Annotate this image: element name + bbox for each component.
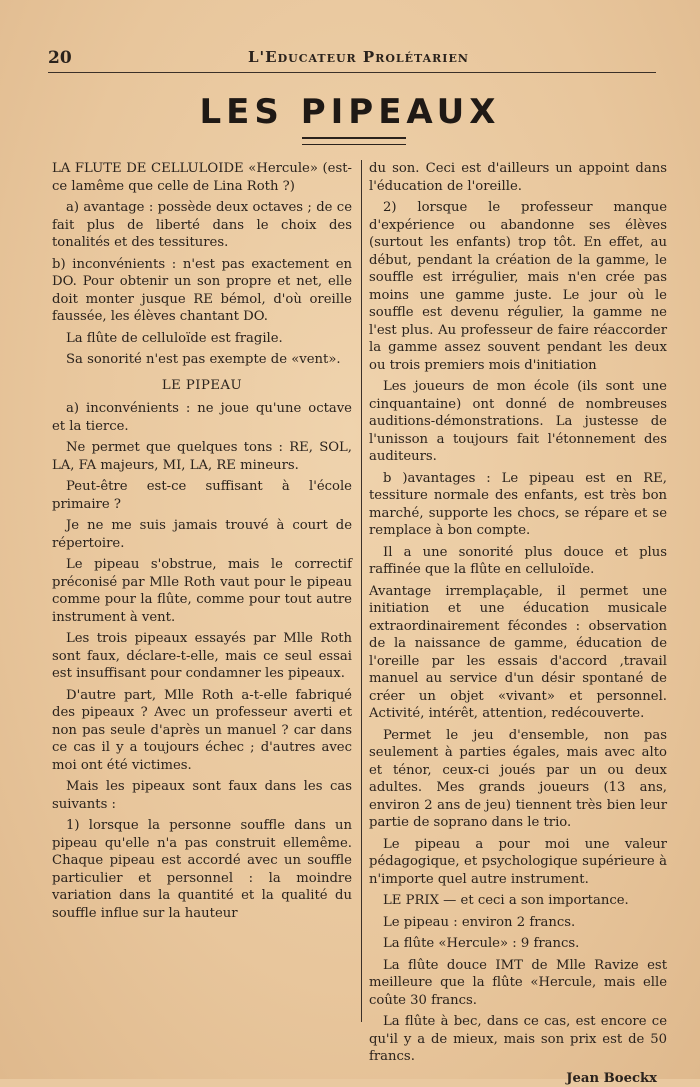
column-divider	[361, 160, 362, 1022]
paragraph: La flûte douce IMT de Mlle Ravize est meilleure que la flûte «Hercule, mais elle coûte 30 francs.	[369, 957, 667, 1010]
paragraph: Les trois pipeaux essayés par Mlle Roth sont faux, déclare-t-elle, mais ce seul essai est insuffisant pour condamner les pipeaux.	[52, 630, 352, 683]
paragraph: a) avantage : possède deux octaves ; de ce fait plus de liberté dans le choix des tonalités et des tessitures.	[52, 199, 352, 252]
author-signature: Jean Boeckx	[369, 1070, 667, 1087]
paragraph: LE PRIX — et ceci a son importance.	[369, 892, 667, 910]
paragraph: La flûte de celluloïde est fragile.	[52, 330, 352, 348]
paragraph: La flûte à bec, dans ce cas, est encore ce qu'il y a de mieux, mais son prix est de 50 francs.	[369, 1013, 667, 1066]
paragraph: 1) lorsque la personne souffle dans un pipeau qu'elle n'a pas construit ellemême. Chaque pipeau est accordé avec un souffle particulier et personnel : la moindre variation dans la quantité et la qualité du souffle influe sur la hauteur	[52, 817, 352, 922]
section-heading: LE PIPEAU	[52, 377, 352, 395]
paragraph: Sa sonorité n'est pas exempte de «vent».	[52, 351, 352, 369]
paragraph: Mais les pipeaux sont faux dans les cas suivants :	[52, 778, 352, 813]
right-column	[369, 160, 667, 1087]
paragraph: a) inconvénients : ne joue qu'une octave et la tierce.	[52, 400, 352, 435]
paragraph: Le pipeau s'obstrue, mais le correctif préconisé par Mlle Roth vaut pour le pipeau comme pour la flûte, comme pour tout autre instrument à vent.	[52, 556, 352, 626]
paragraph: Avantage irremplaçable, il permet une initiation et une éducation musicale extraordinairement fécondes : observation de la naissance de gamme, éducation de l'oreille par les essais d'accord ,travail manuel au service d'un désir spontané de créer un objet «vivant» et personnel. Activité, intérêt, attention, redécouverte.	[369, 583, 667, 723]
page-header	[48, 46, 656, 73]
paragraph: b )avantages : Le pipeau est en RE, tessiture normale des enfants, est très bon marché, supporte les chocs, se répare et se remplace à bon compte.	[369, 470, 667, 540]
paragraph: 2) lorsque le professeur manque d'expérience ou abandonne ses élèves (surtout les enfants) trop tôt. En effet, au début, pendant la création de la gamme, le souffle est irrégulier, mais n'en crée pas moins une gamme juste. Le jour où le souffle est devenu régulier, la gamme ne l'est plus. Au professeur de faire réaccorder la gamme assez souvent pendant les deux ou trois premiers mois d'initiation	[369, 199, 667, 374]
paragraph: Le pipeau : environ 2 francs.	[369, 914, 667, 932]
paragraph: D'autre part, Mlle Roth a-t-elle fabriqué des pipeaux ? Avec un professeur averti et non pas seule d'après un manuel ? car dans ce cas il y a toujours échec ; d'autres avec moi ont été victimes.	[52, 687, 352, 775]
article-title: LES PIPEAUX	[0, 92, 700, 132]
title-underline	[302, 137, 406, 145]
journal-title: L'Educateur Prolétarien	[248, 48, 469, 66]
paragraph: Il a une sonorité plus douce et plus raffinée que la flûte en celluloïde.	[369, 544, 667, 579]
paragraph: Peut-être est-ce suffisant à l'école primaire ?	[52, 478, 352, 513]
paragraph: La flûte «Hercule» : 9 francs.	[369, 935, 667, 953]
left-column	[52, 160, 352, 926]
paragraph: Permet le jeu d'ensemble, non pas seulement à parties égales, mais avec alto et ténor, ceux-ci joués par un ou deux adultes. Mes grands joueurs (13 ans, environ 2 ans de jeu) tiennent très bien leur partie de soprano dans le trio.	[369, 727, 667, 832]
paragraph: Les joueurs de mon école (ils sont une cinquantaine) ont donné de nombreuses auditions-démonstrations. La justesse de l'unisson a toujours fait l'étonnement des auditeurs.	[369, 378, 667, 466]
paragraph: LA FLUTE DE CELLULOIDE «Hercule» (est-ce lamême que celle de Lina Roth ?)	[52, 160, 352, 195]
page-number: 20	[48, 48, 72, 68]
paragraph: Je ne me suis jamais trouvé à court de répertoire.	[52, 517, 352, 552]
paragraph: b) inconvénients : n'est pas exactement en DO. Pour obtenir un son propre et net, elle doit monter jusque RE bémol, d'où oreille faussée, les élèves chantant DO.	[52, 256, 352, 326]
paragraph: Ne permet que quelques tons : RE, SOL, LA, FA majeurs, MI, LA, RE mineurs.	[52, 439, 352, 474]
paragraph: du son. Ceci est d'ailleurs un appoint dans l'éducation de l'oreille.	[369, 160, 667, 195]
paragraph: Le pipeau a pour moi une valeur pédagogique, et psychologique supérieure à n'importe quel autre instrument.	[369, 836, 667, 889]
